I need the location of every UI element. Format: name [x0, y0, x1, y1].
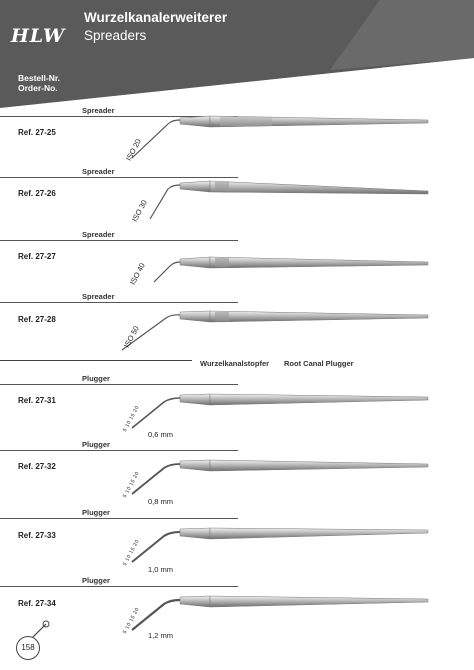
reference-number: Ref. 27-25	[18, 128, 56, 137]
iso-size-label: ISO 40	[128, 261, 147, 287]
plugger-heading-divider	[0, 360, 192, 361]
company-logo	[10, 24, 66, 48]
iso-size-label: ISO 20	[124, 137, 143, 163]
header-banner	[0, 0, 474, 110]
iso-size-label: ISO 50	[122, 324, 141, 350]
order-label-german: Bestell-Nr.	[18, 73, 61, 83]
category-label: Plugger	[82, 576, 110, 585]
depth-scale-markings: 5 10 15 20	[122, 606, 141, 635]
tip-diameter-label: 1,0 mm	[148, 565, 174, 574]
category-label: Spreader	[82, 106, 115, 115]
plugger-instrument-image	[110, 584, 430, 634]
spreader-instrument-image	[110, 114, 430, 164]
page-number: 158	[16, 636, 40, 660]
reference-number: Ref. 27-33	[18, 531, 56, 540]
order-number-label	[18, 73, 60, 93]
page-title-english: Spreaders	[84, 28, 147, 43]
plugger-instrument-image	[110, 382, 430, 432]
reference-number: Ref. 27-28	[18, 315, 56, 324]
reference-number: Ref. 27-31	[18, 396, 56, 405]
category-label: Plugger	[82, 508, 110, 517]
spreader-instrument-image	[110, 300, 430, 355]
page-title-german: Wurzelkanalerweiterer	[84, 10, 228, 25]
category-label: Spreader	[82, 167, 115, 176]
category-label: Spreader	[82, 230, 115, 239]
plugger-instrument-image	[110, 448, 430, 498]
depth-scale-markings: 5 10 15 20	[122, 470, 141, 499]
header-background	[0, 0, 474, 110]
iso-size-label: ISO 30	[130, 198, 149, 224]
tip-diameter-label: 0,6 mm	[148, 430, 174, 439]
category-label: Plugger	[82, 440, 110, 449]
depth-scale-markings: 5 10 15 20	[122, 538, 141, 567]
spreader-instrument-image	[110, 238, 430, 288]
spreader-instrument-image	[110, 175, 430, 225]
tip-diameter-label: 0,8 mm	[148, 497, 174, 506]
reference-number: Ref. 27-26	[18, 189, 56, 198]
plugger-heading-english: Root Canal Plugger	[284, 359, 354, 368]
reference-number: Ref. 27-32	[18, 462, 56, 471]
plugger-heading-german: Wurzelkanalstopfer	[200, 359, 270, 368]
plugger-instrument-image	[110, 516, 430, 566]
logo-text: HLW	[10, 25, 66, 47]
reference-number: Ref. 27-34	[18, 599, 56, 608]
tip-diameter-label: 1,2 mm	[148, 631, 174, 640]
category-label: Spreader	[82, 292, 115, 301]
reference-number: Ref. 27-27	[18, 252, 56, 261]
category-label: Plugger	[82, 374, 110, 383]
order-label-english: Order-No.	[18, 83, 58, 93]
depth-scale-markings: 5 10 15 20	[122, 404, 141, 433]
